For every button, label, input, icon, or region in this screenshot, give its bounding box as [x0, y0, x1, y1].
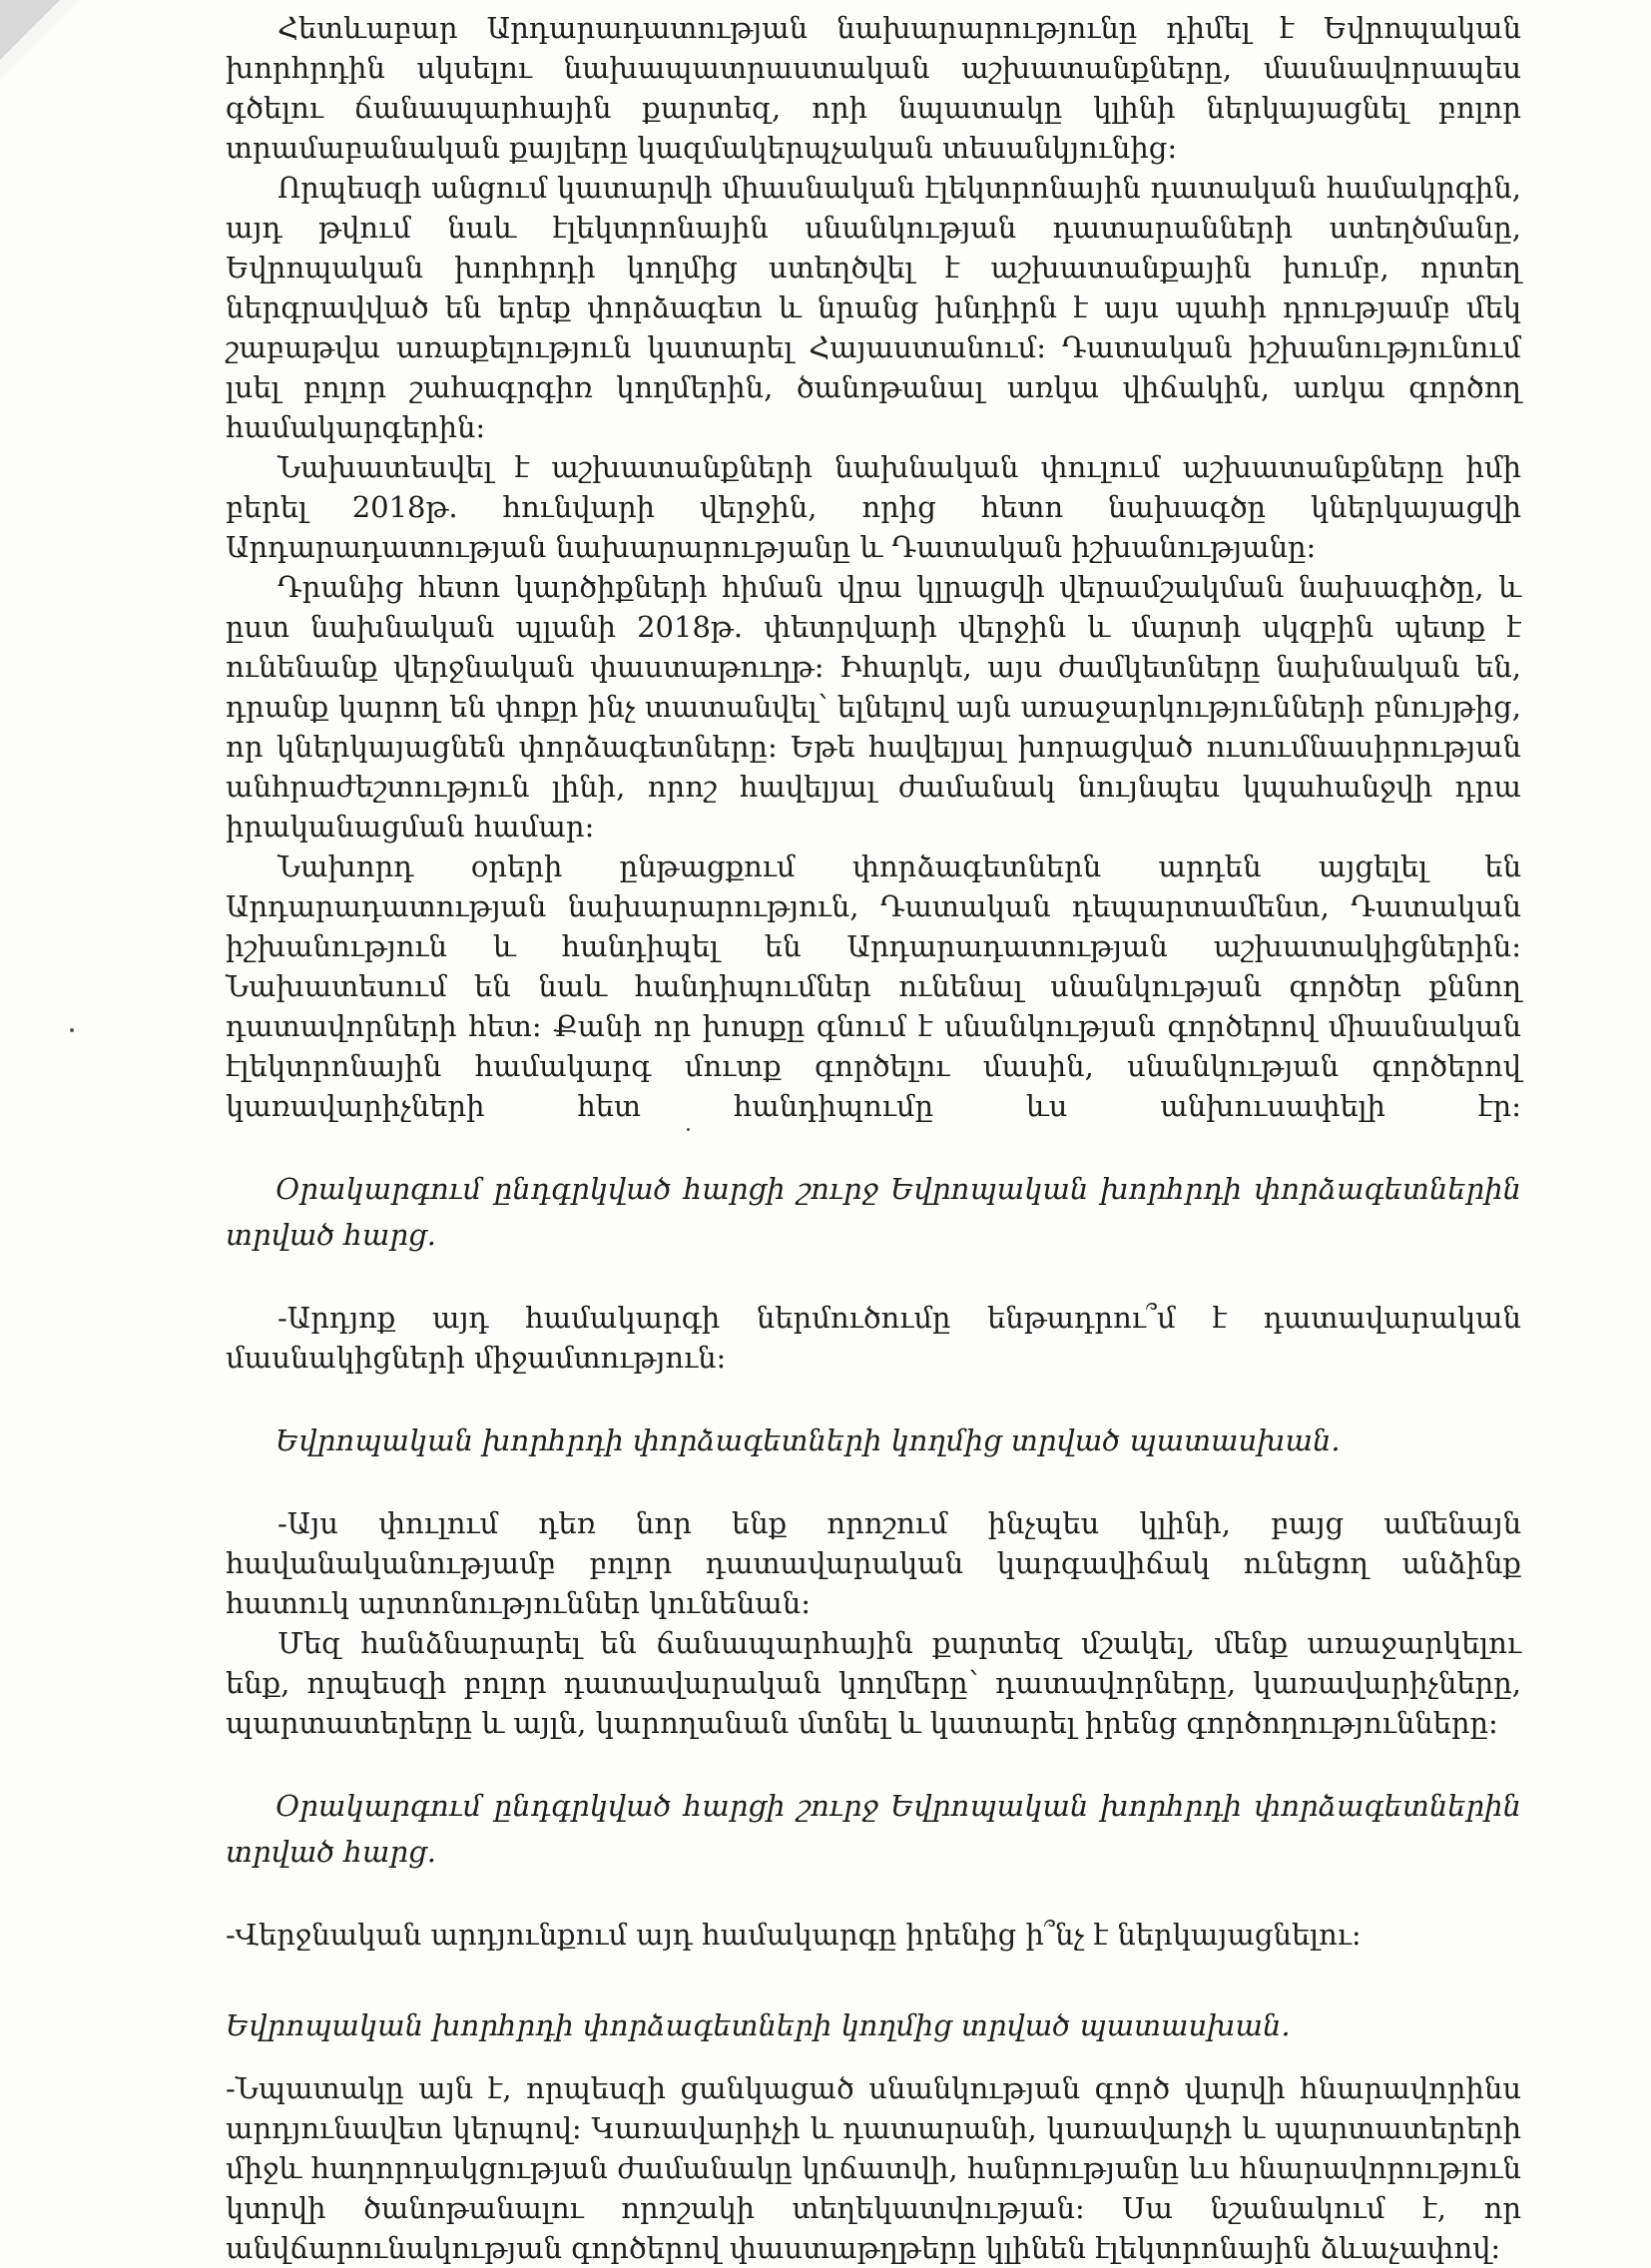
spacer [226, 1463, 1521, 1503]
answer-paragraph: -Նպատակը այն է, որպեսզի ցանկացած սնանկության գործ վարվի հնարավորինս արդյունավետ կերպով: Կառավարիչի և դատարանի, կառավարչի և պարտատերերի միջև հաղորդակցության ժամանակը կրճատվի, հանրությանը ևս հնարավորություն կտրվի ծանոթանալու որոշակի տեղեկատվության: Սա նշանակում է, որ անվճարունակության գործերով փաստաթղթերը կլինեն էլեկտրոնային ձևաչափով: [226, 2071, 1521, 2265]
question-heading: Օրակարգում ընդգրկված հարցի շուրջ Եվրոպական խորհրդի փորձագետներին տրված հարց. [226, 1172, 1521, 1252]
body-paragraph: Որպեսզի անցում կատարվի միասնական էլեկտրոնային դատական համակրգին, այդ թվում նաև էլեկտրոնային սնանկության դատարանների ստեղծմանը, Եվրոպական խորհրդի կողմից ստեղծվել է աշխատանքային խումբ, որտեղ ներգրավված են երեք փորձագետ և նրանց խնդիրն է այս պահի դրությամբ մեկ շաբաթվա առաքելություն կատարել Հայաստանում: Դատական իշխանությունում լսել բոլոր շահագրգիռ կողմերին, ծանոթանալ առկա վիճակին, առկա գործող համակարգերին: [226, 171, 1521, 444]
answer-heading: Եվրոպական խորհրդի փորձագետների կողմից տրված պատասխան. [226, 2008, 1291, 2042]
body-paragraph: Հետևաբար Արդարադատության նախարարությունը դիմել է Եվրոպական խորհրդին սկսելու նախապատրաստական աշխատանքները, մասնավորապես գծելու ճանապարհային քարտեզ, որի նպատակը կլինի ներկայացնել բոլոր տրամաբանական քայլերը կազմակերպչական տեսանկյունից: [226, 11, 1521, 165]
question-text: -Վերջնական արդյունքում այդ համակարգը իրենից ի՞նչ է ներկայացնելու: [226, 1918, 1362, 1952]
spacer [226, 1875, 1521, 1915]
answer-heading: Եվրոպական խորհրդի փորձագետների կողմից տրված պատասխան. [275, 1423, 1341, 1457]
body-paragraph: Նախորդ օրերի ընթացքում փորձագետներն արդեն այցելել են Արդարադատության նախարարություն, Դատական դեպարտամենտ, Դատական իշխանություն և հանդիպել են Արդարադատության աշխատակիցներին: Նախատեսում են նաև հանդիպումներ ունենալ սնանկության գործեր քննող դատավորների հետ: Քանի որ խոսքը գնում է սնանկության գործերով միասնական էլեկտրոնային համակարգ մուտք գործելու մասին, սնանկության գործերով կառավարիչների հետ հանդիպումը ևս անխուսափելի էր: [226, 850, 1521, 1123]
spacer [226, 2048, 1521, 2068]
spacer [226, 1258, 1521, 1298]
spacer [226, 1955, 1521, 2002]
answer-paragraph: -Այս փուլում դեռ նոր ենք որոշում ինչպես կլինի, բայց ամենայն հավանականությամբ բոլոր դատավարական կարգավիճակ ունեցող անձինք հատուկ արտոնություններ կունենան: [226, 1506, 1521, 1620]
page-corner [0, 0, 60, 60]
spacer [226, 1378, 1521, 1418]
spacer [226, 1126, 1521, 1166]
spacer [226, 1743, 1521, 1783]
answer-paragraph: Մեզ հանձնարարել են ճանապարհային քարտեզ մշակել, մենք առաջարկելու ենք, որպեսզի բոլոր դատավարական կողմերը՝ դատավորները, կառավարիչները, պարտատերերը և այլն, կարողանան մտնել և կատարել իրենց գործողությունները: [226, 1626, 1521, 1740]
body-paragraph: Նախատեսվել է աշխատանքների նախնական փուլում աշխատանքները իմի բերել 2018թ. հունվարի վերջին, որից հետո նախագծը կներկայացվի Արդարադատության նախարարությանը և Դատական իշխանությանը: [226, 450, 1521, 564]
question-text: -Արդյոք այդ համակարգի ներմուծումը ենթադրու՞մ է դատավարական մասնակիցների միջամտություն: [226, 1301, 1521, 1375]
question-heading: Օրակարգում ընդգրկված հարցի շուրջ Եվրոպական խորհրդի փորձագետներին տրված հարց. [226, 1789, 1521, 1869]
scan-speck [70, 1028, 74, 1032]
document-body [226, 8, 1521, 2268]
body-paragraph: Դրանից հետո կարծիքների հիման վրա կլրացվի վերամշակման նախագիծը, և ըստ նախնական պլանի 2018թ. փետրվարի վերջին և մարտի սկզբին պետք է ունենանք վերջնական փաստաթուղթ: Իհարկե, այս ժամկետները նախնական են, դրանք կարող են փոքր ինչ տատանվել՝ ելնելով այն առաջարկությունների բնույթից, որ կներկայացնեն փորձագետները: Եթե հավելյալ խորացված ուսումնասիրության անհրաժեշտություն լինի, որոշ հավելյալ ժամանակ նույնպես կպահանջվի դրա իրականացման համար: [226, 570, 1521, 844]
